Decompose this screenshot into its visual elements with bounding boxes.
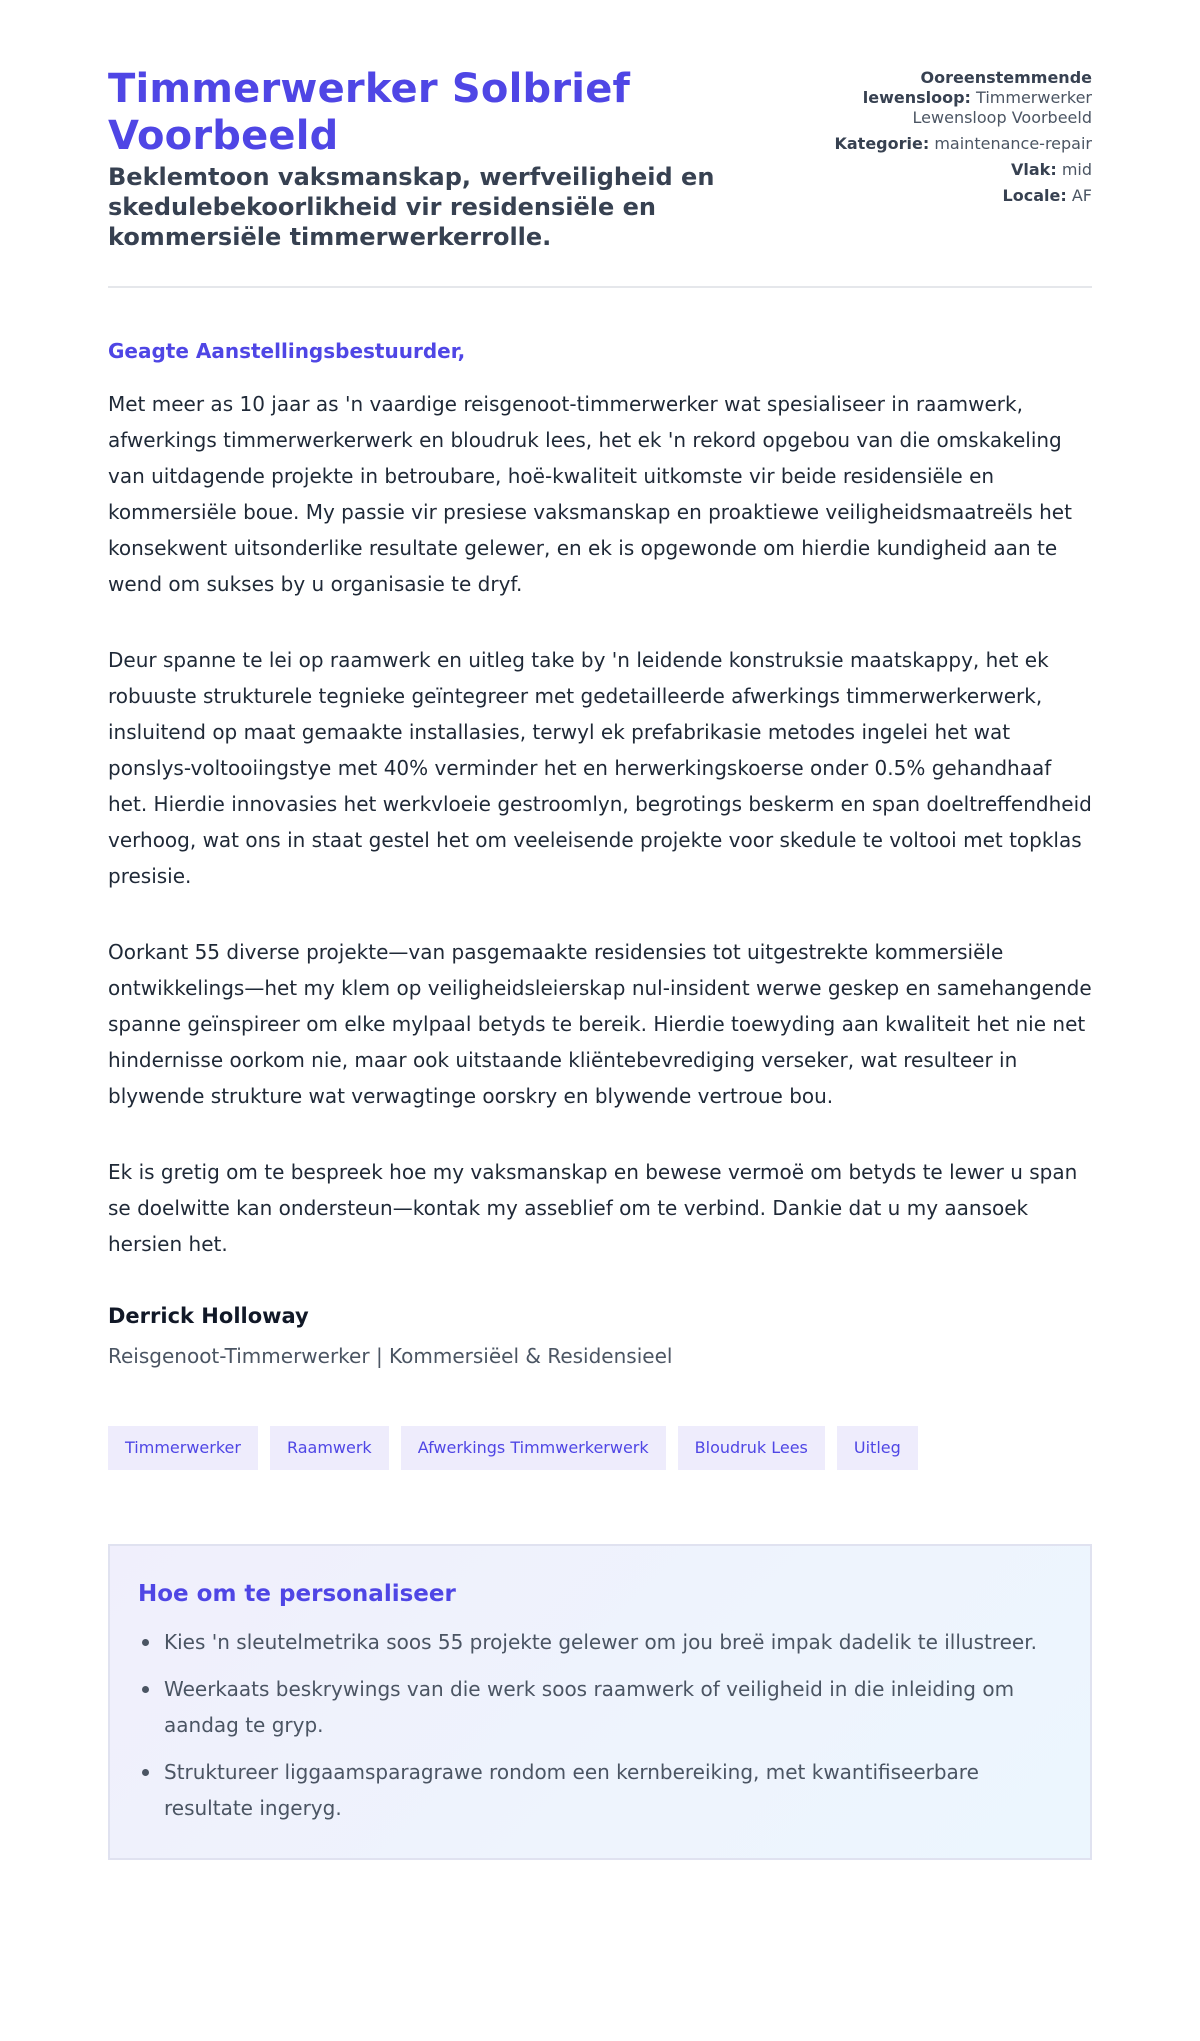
letter-paragraph: Ek is gretig om te bespreek hoe my vaksmanskap en bewese vermoë om betyds te lewer u span se doelwitte kan ondersteun—kontak my asseblief om te verbind. Dankie dat u my aansoek hersien het. (108, 1160, 1078, 1256)
tips-item (138, 1624, 1062, 1660)
signature-title: Reisgenoot-Timmerwerker | Kommersiëel & Residensieel (108, 1344, 673, 1368)
meta-value: AF (1071, 186, 1092, 205)
letter-paragraph: Met meer as 10 jaar as 'n vaardige reisgenoot-timmerwerker wat spesialiseer in raamwerk, afwerkings timmerwerkerwerk en bloudruk lees, het ek 'n rekord opgebou van die omskakeling van uitdagende projekte in betroubare, hoë-kwaliteit uitkomste vir beide residensiële en kommersiële boue. My passie vir presiese vaksmanskap en proaktiewe veiligheidsmaatreëls het konsekwent uitsonderlike resultate gelewer, en ek is opgewonde om hierdie kundigheid aan te wend om sukses by u organisasie te dryf. (108, 392, 1072, 596)
personalization-tips-box (108, 1544, 1092, 1860)
meta-key: Locale: (1002, 186, 1067, 205)
bullet-icon (142, 1686, 149, 1693)
bullet-icon (142, 1639, 149, 1646)
meta-category (822, 134, 1092, 154)
meta-key: Kategorie: (834, 134, 930, 153)
title-block (108, 66, 768, 252)
letter-body (108, 288, 1092, 1262)
meta-value: Timmerwerker Lewensloop Voorbeeld (912, 88, 1092, 127)
meta-value: maintenance-repair (934, 134, 1092, 153)
page-title: Timmerwerker Solbrief Voorbeeld (108, 66, 631, 159)
tips-item-text: Kies 'n sleutelmetrika soos 55 projekte gelewer om jou breë impak dadelik te illustreer. (164, 1630, 1037, 1654)
meta-matching-resume (822, 68, 1092, 128)
tips-item (138, 1754, 1062, 1826)
tips-list (138, 1624, 1062, 1826)
salutation: Geagte Aanstellingsbestuurder, (108, 339, 466, 363)
tips-item-text: Struktureer liggaamsparagrawe rondom een kernbereiking, met kwantifiseerbare resultate ingeryg. (164, 1760, 979, 1820)
meta-value: mid (1061, 160, 1092, 179)
page-subtitle: Beklemtoon vaksmanskap, werfveiligheid en skedulebekoorlikheid vir residensiële en kommersiële timmerwerkerrolle. (108, 163, 715, 251)
meta-locale (822, 186, 1092, 206)
tag-chip: Uitleg (837, 1426, 918, 1470)
tag-chip: Raamwerk (270, 1426, 389, 1470)
letter-paragraph: Deur spanne te lei op raamwerk en uitleg take by 'n leidende konstruksie maatskappy, het ek robuuste strukturele tegnieke geïntegreer met gedetailleerde afwerkings timmerwerkerwerk, insluitend op maat gemaakte installasies, terwyl ek prefabrikasie metodes ingelei het wat ponslys-voltooiingstye met 40% verminder het en herwerkingskoerse onder 0.5% gehandhaaf het. Hierdie innovasies het werkvloeie gestroomlyn, begrotings beskerm en span doeltreffendheid verhoog, wat ons in staat gestel het om veeleisende projekte voor skedule te voltooi met topklas presisie. (108, 648, 1092, 888)
tips-item (138, 1671, 1062, 1743)
bullet-icon (142, 1769, 149, 1776)
tips-item-text: Weerkaats beskrywings van die werk soos raamwerk of veiligheid in die inleiding om aandag te gryp. (164, 1677, 1015, 1737)
document-header (108, 66, 1092, 288)
metadata-block (822, 68, 1092, 212)
tag-chip: Bloudruk Lees (678, 1426, 825, 1470)
tag-chip: Afwerkings Timmwerkerwerk (401, 1426, 666, 1470)
tag-list (108, 1426, 1092, 1470)
cover-letter-page (108, 0, 1092, 1926)
tag-chip: Timmerwerker (108, 1426, 258, 1470)
meta-key: Vlak: (1011, 160, 1057, 179)
letter-paragraph: Oorkant 55 diverse projekte—van pasgemaakte residensies tot uitgestrekte kommersiële ontwikkelings—het my klem op veiligheidsleierskap nul-insident werwe geskep en samehangende spanne geïnspireer om elke mylpaal betyds te bereik. Hierdie toewyding aan kwaliteit het nie net hindernisse oorkom nie, maar ook uitstaande kliëntebevrediging verseker, wat resulteer in blywende strukture wat verwagtinge oorskry en blywende vertroue bou. (108, 940, 1092, 1108)
signature-name: Derrick Holloway (108, 1304, 309, 1328)
meta-key: Ooreenstemmende lewensloop: (862, 68, 1092, 107)
tips-title: Hoe om te personaliseer (138, 1581, 456, 1607)
signature-block (108, 1302, 1092, 1370)
meta-level (822, 160, 1092, 180)
